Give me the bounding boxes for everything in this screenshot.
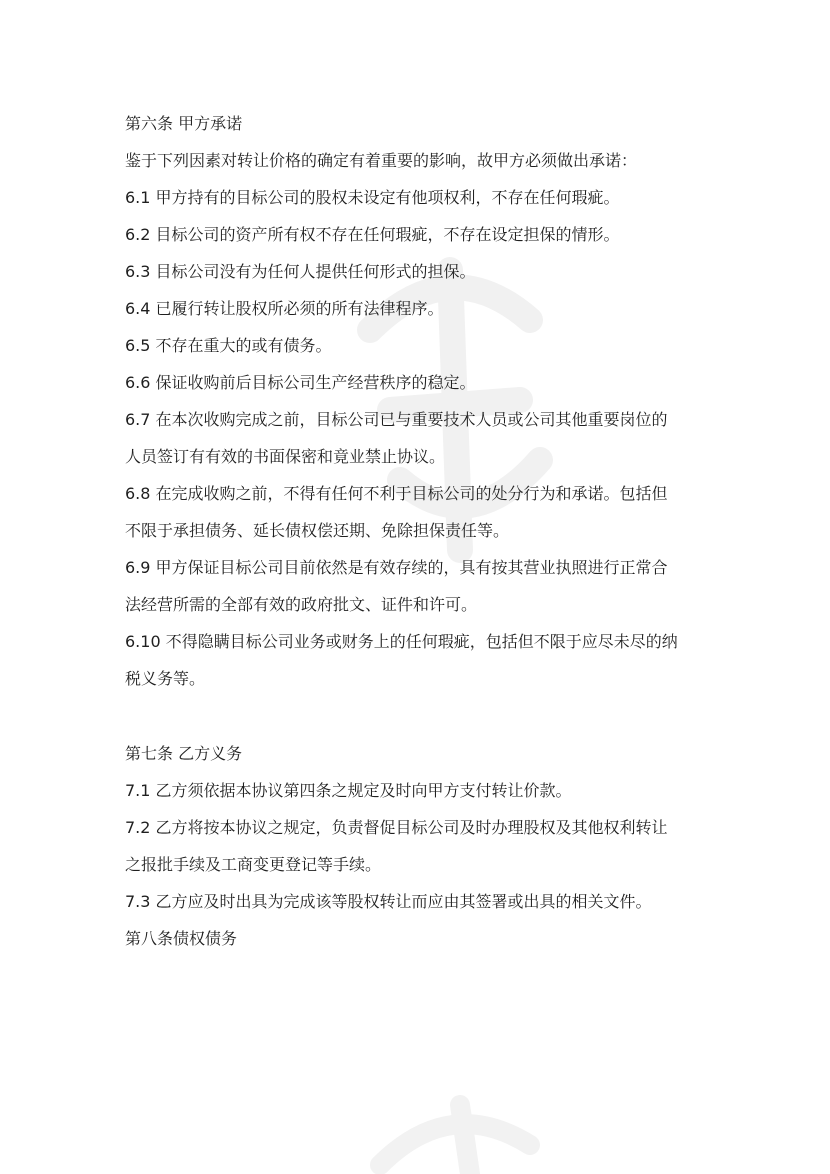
clause-6-3: 6.3 目标公司没有为任何人提供任何形式的担保。 [125,262,476,281]
clause-6-8-line-1: 6.8 在完成收购之前，不得有任何不利于目标公司的处分行为和承诺。包括但 [125,484,668,503]
document-body [125,114,710,948]
article-7-title: 第七条 乙方义务 [125,744,243,763]
clause-6-6: 6.6 保证收购前后目标公司生产经营秩序的稳定。 [125,373,476,392]
clause-7-2-line-2: 之报批手续及工商变更登记等手续。 [125,855,382,874]
article-6-intro: 鉴于下列因素对转让价格的确定有着重要的影响，故甲方必须做出承诺： [125,151,638,170]
clause-7-2-line-1: 7.2 乙方将按本协议之规定，负责督促目标公司及时办理股权及其他权利转让 [125,818,668,837]
clause-6-2: 6.2 目标公司的资产所有权不存在任何瑕疵，不存在设定担保的情形。 [125,225,620,244]
clause-6-4: 6.4 已履行转让股权所必须的所有法律程序。 [125,299,444,318]
clause-6-10-line-1: 6.10 不得隐瞒目标公司业务或财务上的任何瑕疵，包括但不限于应尽未尽的纳 [125,632,678,651]
watermark-logo-bottom [360,1085,560,1174]
clause-6-9-line-1: 6.9 甲方保证目标公司目前依然是有效存续的，具有按其营业执照进行正常合 [125,558,668,577]
article-6-title: 第六条 甲方承诺 [125,114,243,133]
clause-6-7-line-2: 人员签订有有效的书面保密和竟业禁止协议。 [125,447,446,466]
article-8-title: 第八条债权债务 [125,929,238,948]
clause-7-1: 7.1 乙方须依据本协议第四条之规定及时向甲方支付转让价款。 [125,781,572,800]
clause-6-5: 6.5 不存在重大的或有债务。 [125,336,332,355]
clause-7-3: 7.3 乙方应及时出具为完成该等股权转让而应由其签署或出具的相关文件。 [125,892,652,911]
clause-6-10-line-2: 税义务等。 [125,669,206,688]
clause-6-8-line-2: 不限于承担债务、延长债权偿还期、免除担保责任等。 [125,521,510,540]
clause-6-1: 6.1 甲方持有的目标公司的股权未设定有他项权利，不存在任何瑕疵。 [125,188,620,207]
clause-6-7-line-1: 6.7 在本次收购完成之前，目标公司已与重要技术人员或公司其他重要岗位的 [125,410,668,429]
clause-6-9-line-2: 法经营所需的全部有效的政府批文、证件和许可。 [125,595,478,614]
